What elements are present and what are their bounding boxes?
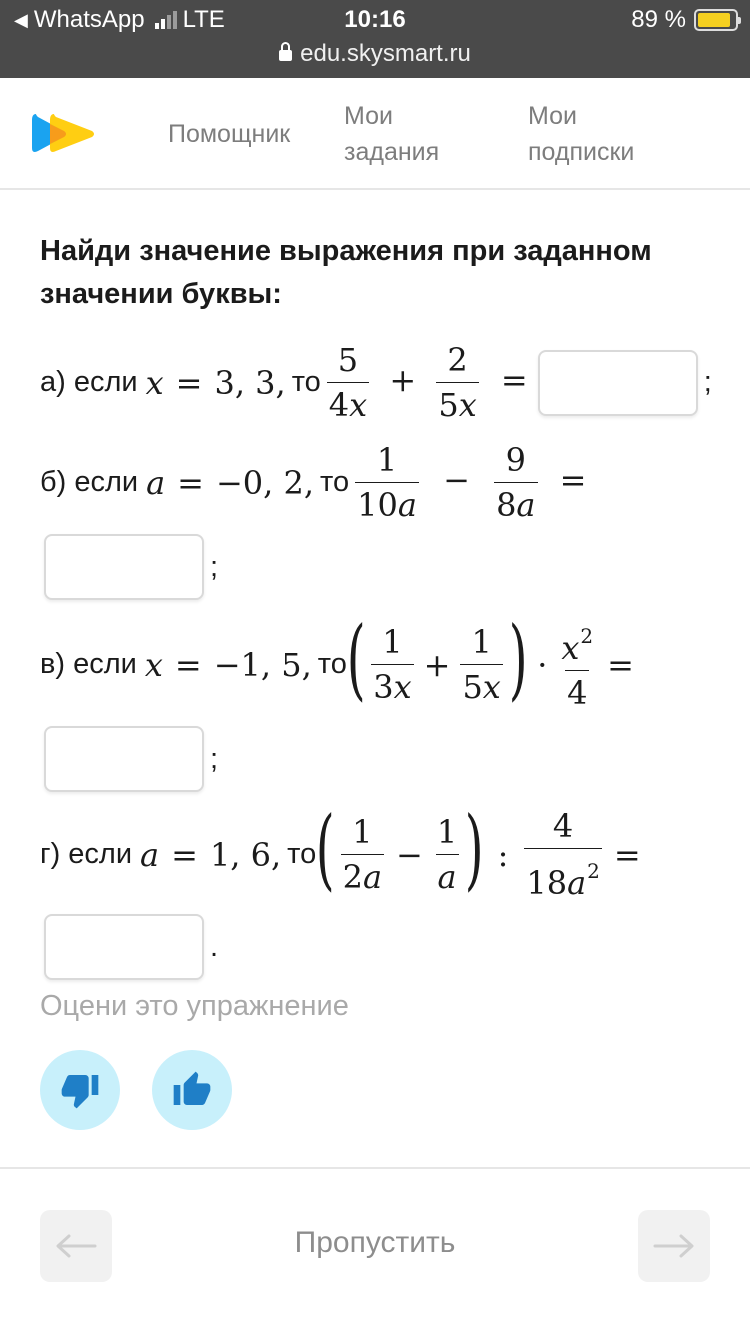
fraction: $\frac{1}{3x}$ (373, 623, 412, 706)
lock-icon (279, 50, 292, 61)
task-then: то (317, 648, 347, 680)
punctuation: ; (210, 550, 219, 583)
address-bar[interactable] (0, 40, 750, 68)
nav-assistant[interactable]: Помощник (168, 120, 291, 148)
arrow-right-icon (653, 1234, 695, 1258)
thumbs-up-icon (172, 1070, 212, 1110)
fraction: $\frac{4}{18a^2}$ (526, 807, 600, 902)
variable-value: 3, 3, (214, 363, 286, 402)
network-label: LTE (182, 6, 225, 33)
variable: a (140, 835, 160, 874)
answer-row-b (44, 534, 218, 600)
variable: x (144, 645, 163, 684)
dislike-button[interactable] (40, 1050, 120, 1130)
fraction: $\frac{5}{4x}$ (328, 341, 368, 424)
exercise-title: Найди значение выражения при заданном значении буквы: (40, 235, 652, 310)
like-button[interactable] (152, 1050, 232, 1130)
status-bar (0, 0, 750, 78)
fraction: $\frac{1}{a}$ (436, 813, 458, 896)
variable-value: −0, 2, (215, 463, 315, 502)
fraction: $\frac{1}{2a}$ (342, 813, 383, 896)
thumbs-down-icon (60, 1070, 100, 1110)
task-b: б) если a = −0, 2, то $\frac{1}{10a}$ − $\frac{9}{8a}$ = (40, 441, 587, 524)
task-prefix: а) если (40, 366, 138, 398)
fraction: $\frac{1}{5x}$ (462, 623, 501, 706)
battery-icon (694, 9, 738, 31)
clock: 10:16 (344, 6, 406, 33)
punctuation: ; (703, 366, 712, 398)
exercise-content (40, 230, 720, 316)
variable: a (146, 463, 166, 502)
task-then: то (287, 838, 317, 870)
footer-divider (0, 1167, 750, 1169)
answer-row-d (44, 914, 218, 980)
skip-button[interactable]: Пропустить (294, 1226, 456, 1259)
task-prefix: в) если (40, 648, 137, 680)
battery-percent: 89 % (631, 6, 686, 33)
fraction: $\frac{9}{8a}$ (496, 441, 536, 524)
nav-my-tasks[interactable]: Мои задания (344, 102, 440, 166)
task-then: то (320, 466, 350, 498)
back-arrow-icon: ◀ (14, 9, 28, 30)
fraction: $\frac{1}{10a}$ (357, 441, 417, 524)
url-text: edu.skysmart.ru (300, 40, 471, 67)
next-button[interactable] (638, 1210, 710, 1282)
answer-input-d[interactable] (44, 914, 204, 980)
punctuation: ; (210, 742, 219, 775)
answer-input-a[interactable] (538, 350, 698, 416)
fraction: $\frac{x^2}{4}$ (561, 624, 594, 712)
battery-status (631, 6, 738, 34)
variable-value: −1, 5, (213, 645, 312, 684)
rating-label: Оцени это упражнение (40, 990, 349, 1022)
skysmart-logo[interactable] (30, 110, 98, 158)
task-d: г) если a = 1, 6, то ( $\frac{1}{2a}$ − $\frac{1}{a}$ ) : $\frac{4}{18a^2}$ = (40, 796, 641, 902)
task-then: то (291, 366, 321, 398)
answer-input-c[interactable] (44, 726, 204, 792)
task-prefix: б) если (40, 466, 139, 498)
variable: x (145, 363, 164, 402)
nav-my-subscriptions[interactable]: Мои подписки (528, 102, 635, 166)
task-c: в) если x = −1, 5, то ( $\frac{1}{3x}$ + $\frac{1}{5x}$ ) · $\frac{x^2}{4}$ = (40, 606, 634, 712)
back-app-label: WhatsApp (33, 6, 145, 33)
variable-value: 1, 6, (209, 835, 282, 874)
task-prefix: г) если (40, 838, 133, 870)
fraction: $\frac{2}{5x}$ (438, 341, 477, 424)
answer-input-b[interactable] (44, 534, 204, 600)
answer-row-c (44, 726, 218, 792)
site-header (0, 78, 750, 190)
punctuation: . (210, 930, 219, 963)
task-a: а) если x = 3, 3, то $\frac{5}{4x}$ + $\frac{2}{5x}$ = ; (40, 341, 712, 424)
